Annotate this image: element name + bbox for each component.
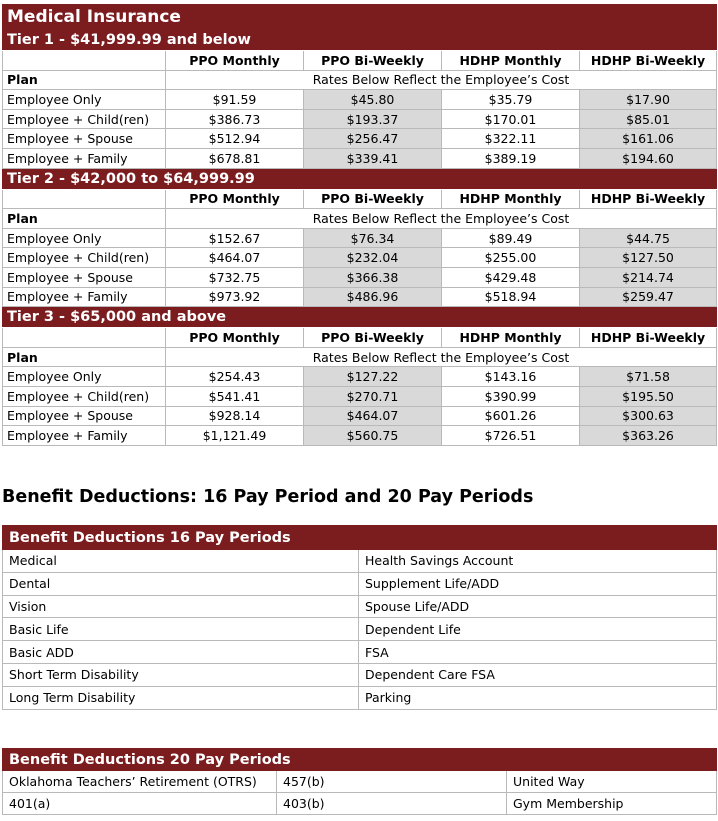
rate-cell: $726.51 — [442, 426, 580, 446]
rate-cell: $389.19 — [442, 148, 580, 168]
table-row — [3, 287, 717, 307]
bd16-title-row — [3, 526, 717, 550]
rate-cell: $300.63 — [580, 406, 717, 426]
rate-cell: $35.79 — [442, 90, 580, 110]
tier-header-row — [3, 168, 717, 189]
tier-header-row — [3, 307, 717, 328]
plan-name: Employee + Child(ren) — [3, 109, 166, 129]
rate-cell: $91.59 — [166, 90, 304, 110]
deduction-cell: Health Savings Account — [359, 550, 717, 573]
deduction-cell: Spouse Life/ADD — [359, 595, 717, 618]
table-row — [3, 90, 717, 110]
plan-note-row — [3, 209, 717, 229]
rate-cell: $973.92 — [166, 287, 304, 307]
tier-header-row — [3, 30, 717, 51]
rate-cell: $363.26 — [580, 426, 717, 446]
column-header: HDHP Monthly — [442, 189, 580, 209]
rate-cell: $256.47 — [304, 129, 442, 149]
column-header: PPO Bi-Weekly — [304, 328, 442, 348]
table-row — [3, 426, 717, 446]
table-row — [3, 109, 717, 129]
rate-cell: $71.58 — [580, 367, 717, 387]
table-row — [3, 771, 717, 793]
table-row — [3, 129, 717, 149]
rate-cell: $486.96 — [304, 287, 442, 307]
plan-name: Employee + Spouse — [3, 406, 166, 426]
bd20-title: Benefit Deductions 20 Pay Periods — [3, 749, 717, 771]
table-row — [3, 267, 717, 287]
rate-cell: $464.07 — [304, 406, 442, 426]
rate-cell: $45.80 — [304, 90, 442, 110]
rate-cell: $512.94 — [166, 129, 304, 149]
tier-label: Tier 3 - $65,000 and above — [3, 307, 717, 328]
column-header-row — [3, 51, 717, 71]
rate-cell: $127.50 — [580, 248, 717, 268]
rate-cell: $390.99 — [442, 386, 580, 406]
rate-cell: $366.38 — [304, 267, 442, 287]
table-row — [3, 663, 717, 686]
plan-name: Employee + Family — [3, 287, 166, 307]
benefit-deductions-16-table — [2, 525, 717, 710]
deduction-cell: Short Term Disability — [3, 663, 359, 686]
rate-cell: $518.94 — [442, 287, 580, 307]
empty-cell — [3, 189, 166, 209]
bd16-title: Benefit Deductions 16 Pay Periods — [3, 526, 717, 550]
plan-note-row — [3, 347, 717, 367]
table-row — [3, 550, 717, 573]
deduction-cell: Vision — [3, 595, 359, 618]
table-row — [3, 618, 717, 641]
plan-name: Employee Only — [3, 367, 166, 387]
rate-cell: $601.26 — [442, 406, 580, 426]
rate-cell: $541.41 — [166, 386, 304, 406]
deduction-cell: Dependent Life — [359, 618, 717, 641]
column-header: HDHP Monthly — [442, 328, 580, 348]
column-header: HDHP Bi-Weekly — [580, 189, 717, 209]
column-header: HDHP Bi-Weekly — [580, 51, 717, 71]
deduction-cell: FSA — [359, 641, 717, 664]
deduction-cell: Gym Membership — [507, 793, 717, 815]
table-row — [3, 686, 717, 709]
rate-cell: $259.47 — [580, 287, 717, 307]
bd20-title-row — [3, 749, 717, 771]
rate-cell: $195.50 — [580, 386, 717, 406]
plan-note-row — [3, 70, 717, 90]
plan-name: Employee + Child(ren) — [3, 386, 166, 406]
deduction-cell: United Way — [507, 771, 717, 793]
rate-cell: $270.71 — [304, 386, 442, 406]
table-row — [3, 228, 717, 248]
deduction-cell: 401(a) — [3, 793, 277, 815]
rate-cell: $76.34 — [304, 228, 442, 248]
plan-name: Employee + Family — [3, 148, 166, 168]
deduction-cell: Basic ADD — [3, 641, 359, 664]
plan-label: Plan — [3, 347, 166, 367]
rate-cell: $89.49 — [442, 228, 580, 248]
rate-cell: $85.01 — [580, 109, 717, 129]
rate-cell: $386.73 — [166, 109, 304, 129]
table-row — [3, 248, 717, 268]
rate-cell: $44.75 — [580, 228, 717, 248]
rate-cell: $193.37 — [304, 109, 442, 129]
benefit-deductions-20-table — [2, 748, 717, 815]
table-row — [3, 386, 717, 406]
rate-cell: $170.01 — [442, 109, 580, 129]
rate-cell: $429.48 — [442, 267, 580, 287]
rate-cell: $152.67 — [166, 228, 304, 248]
rate-cell: $928.14 — [166, 406, 304, 426]
rate-cell: $732.75 — [166, 267, 304, 287]
tier-label: Tier 2 - $42,000 to $64,999.99 — [3, 168, 717, 189]
medical-title-row — [3, 5, 717, 30]
column-header: HDHP Monthly — [442, 51, 580, 71]
rate-cell: $678.81 — [166, 148, 304, 168]
deduction-cell: 457(b) — [277, 771, 507, 793]
rates-note: Rates Below Reflect the Employee’s Cost — [166, 209, 717, 229]
rate-cell: $127.22 — [304, 367, 442, 387]
plan-name: Employee Only — [3, 90, 166, 110]
empty-cell — [3, 328, 166, 348]
deduction-cell: Parking — [359, 686, 717, 709]
table-row — [3, 595, 717, 618]
table-row — [3, 406, 717, 426]
column-header-row — [3, 328, 717, 348]
column-header: PPO Monthly — [166, 328, 304, 348]
column-header: PPO Bi-Weekly — [304, 51, 442, 71]
rate-cell: $254.43 — [166, 367, 304, 387]
plan-name: Employee + Child(ren) — [3, 248, 166, 268]
deduction-cell: 403(b) — [277, 793, 507, 815]
rate-cell: $17.90 — [580, 90, 717, 110]
tier-label: Tier 1 - $41,999.99 and below — [3, 30, 717, 51]
plan-name: Employee Only — [3, 228, 166, 248]
rate-cell: $339.41 — [304, 148, 442, 168]
column-header: PPO Bi-Weekly — [304, 189, 442, 209]
deduction-cell: Basic Life — [3, 618, 359, 641]
table-row — [3, 572, 717, 595]
deduction-cell: Dependent Care FSA — [359, 663, 717, 686]
medical-insurance-table — [2, 4, 717, 446]
medical-title: Medical Insurance — [3, 5, 717, 30]
table-row — [3, 793, 717, 815]
rate-cell: $1,121.49 — [166, 426, 304, 446]
benefit-deductions-heading: Benefit Deductions: 16 Pay Period and 20 Pay Periods — [2, 487, 534, 507]
column-header: PPO Monthly — [166, 51, 304, 71]
deduction-cell: Long Term Disability — [3, 686, 359, 709]
plan-label: Plan — [3, 70, 166, 90]
plan-name: Employee + Family — [3, 426, 166, 446]
rates-note: Rates Below Reflect the Employee’s Cost — [166, 70, 717, 90]
rate-cell: $161.06 — [580, 129, 717, 149]
rate-cell: $322.11 — [442, 129, 580, 149]
column-header-row — [3, 189, 717, 209]
column-header: HDHP Bi-Weekly — [580, 328, 717, 348]
table-row — [3, 641, 717, 664]
deduction-cell: Oklahoma Teachers’ Retirement (OTRS) — [3, 771, 277, 793]
deduction-cell: Dental — [3, 572, 359, 595]
plan-label: Plan — [3, 209, 166, 229]
rate-cell: $232.04 — [304, 248, 442, 268]
table-row — [3, 367, 717, 387]
empty-cell — [3, 51, 166, 71]
rate-cell: $194.60 — [580, 148, 717, 168]
plan-name: Employee + Spouse — [3, 129, 166, 149]
rates-note: Rates Below Reflect the Employee’s Cost — [166, 347, 717, 367]
rate-cell: $214.74 — [580, 267, 717, 287]
deduction-cell: Medical — [3, 550, 359, 573]
column-header: PPO Monthly — [166, 189, 304, 209]
rate-cell: $255.00 — [442, 248, 580, 268]
plan-name: Employee + Spouse — [3, 267, 166, 287]
deduction-cell: Supplement Life/ADD — [359, 572, 717, 595]
rate-cell: $143.16 — [442, 367, 580, 387]
rate-cell: $560.75 — [304, 426, 442, 446]
rate-cell: $464.07 — [166, 248, 304, 268]
table-row — [3, 148, 717, 168]
